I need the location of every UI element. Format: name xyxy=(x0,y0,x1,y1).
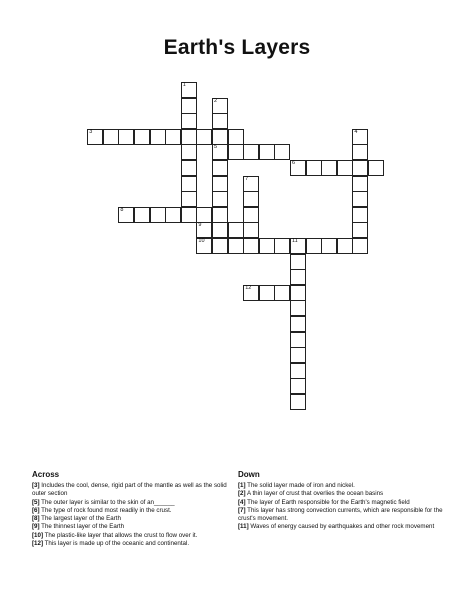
across-clues-section xyxy=(32,470,237,548)
grid-cell[interactable] xyxy=(103,129,119,145)
down-heading: Down xyxy=(238,470,260,479)
grid-cell[interactable] xyxy=(196,238,212,254)
clue-label-number: [5] xyxy=(32,498,40,506)
grid-cell[interactable] xyxy=(321,238,337,254)
clue-number: 4 xyxy=(354,128,358,135)
clue-number: 5 xyxy=(214,144,218,151)
across-heading: Across xyxy=(32,470,60,479)
grid-cell[interactable] xyxy=(212,144,228,160)
across-clue xyxy=(32,540,237,548)
grid-cell[interactable] xyxy=(290,160,306,176)
clue-number: 8 xyxy=(120,206,124,213)
grid-cell[interactable] xyxy=(196,129,212,145)
grid-cell[interactable] xyxy=(150,129,166,145)
grid-cell[interactable] xyxy=(352,222,368,238)
grid-cell[interactable] xyxy=(196,222,212,238)
grid-cell[interactable] xyxy=(306,238,322,254)
down-clue xyxy=(238,482,448,490)
grid-cell[interactable] xyxy=(243,176,259,192)
across-clue xyxy=(32,482,237,499)
clue-text: A thin layer of crust that overlies the ocean basins xyxy=(245,490,384,498)
grid-cell[interactable] xyxy=(290,332,306,348)
clue-number: 6 xyxy=(292,160,296,166)
down-clues-section xyxy=(238,470,448,532)
clue-number: 2 xyxy=(214,97,218,104)
grid-cell[interactable] xyxy=(290,285,306,301)
grid-cell[interactable] xyxy=(290,238,306,254)
clue-label-number: [2] xyxy=(238,490,246,498)
clue-text: Includes the cool, dense, rigid part of the mantle as well as the solid outer section xyxy=(32,482,227,498)
grid-cell[interactable] xyxy=(134,207,150,223)
clue-text: This layer is made up of the oceanic and continental. xyxy=(43,540,190,548)
grid-cell[interactable] xyxy=(259,238,275,254)
clue-label-number: [4] xyxy=(238,498,246,506)
grid-cell[interactable] xyxy=(274,238,290,254)
clue-text: Waves of energy caused by earthquakes and other rock movement xyxy=(248,523,435,531)
grid-cell[interactable] xyxy=(181,129,197,145)
grid-cell[interactable] xyxy=(243,238,259,254)
grid-cell[interactable] xyxy=(181,82,197,98)
down-clue xyxy=(238,490,448,498)
grid-cell[interactable] xyxy=(290,394,306,410)
grid-cell[interactable] xyxy=(212,238,228,254)
clue-label-number: [3] xyxy=(32,482,40,489)
down-clue xyxy=(238,499,448,507)
grid-cell[interactable] xyxy=(181,160,197,176)
grid-cell[interactable] xyxy=(274,144,290,160)
clue-label-number: [12] xyxy=(32,540,44,548)
across-clue xyxy=(32,507,237,515)
clue-label-number: [8] xyxy=(32,515,40,523)
grid-cell[interactable] xyxy=(181,113,197,129)
across-clue xyxy=(32,532,237,540)
down-clue xyxy=(238,507,448,524)
clue-number: 9 xyxy=(198,222,202,229)
grid-cell[interactable] xyxy=(181,144,197,160)
grid-cell[interactable] xyxy=(290,316,306,332)
grid-cell[interactable] xyxy=(212,129,228,145)
clue-text: The layer of Earth responsible for the Earth's magnetic field xyxy=(245,498,410,506)
grid-cell[interactable] xyxy=(243,285,259,301)
grid-cell[interactable] xyxy=(228,144,244,160)
grid-cell[interactable] xyxy=(212,98,228,114)
down-clue-list xyxy=(238,482,448,532)
grid-cell[interactable] xyxy=(212,207,228,223)
down-clue xyxy=(238,523,448,531)
grid-cell[interactable] xyxy=(181,207,197,223)
clue-label-number: [7] xyxy=(238,506,246,514)
grid-cell[interactable] xyxy=(243,222,259,238)
across-clue-list xyxy=(32,482,237,548)
clue-text: The outer layer is similar to the skin of an______ xyxy=(39,498,175,506)
grid-cell[interactable] xyxy=(337,160,353,176)
grid-cell[interactable] xyxy=(352,238,368,254)
grid-cell[interactable] xyxy=(352,176,368,192)
grid-cell[interactable] xyxy=(87,129,103,145)
grid-cell[interactable] xyxy=(181,98,197,114)
grid-cell[interactable] xyxy=(165,129,181,145)
grid-cell[interactable] xyxy=(243,144,259,160)
clue-text: The plastic-like layer that allows the crust to flow over it. xyxy=(43,531,198,539)
grid-cell[interactable] xyxy=(243,191,259,207)
across-clue xyxy=(32,499,237,507)
grid-cell[interactable] xyxy=(212,113,228,129)
grid-cell[interactable] xyxy=(352,144,368,160)
grid-cell[interactable] xyxy=(118,207,134,223)
clue-number: 7 xyxy=(245,175,249,182)
grid-cell[interactable] xyxy=(118,129,134,145)
grid-cell[interactable] xyxy=(196,207,212,223)
clue-label-number: [10] xyxy=(32,531,44,539)
grid-cell[interactable] xyxy=(181,191,197,207)
grid-cell[interactable] xyxy=(150,207,166,223)
grid-cell[interactable] xyxy=(352,207,368,223)
grid-cell[interactable] xyxy=(134,129,150,145)
grid-cell[interactable] xyxy=(337,238,353,254)
clue-label-number: [11] xyxy=(238,523,249,531)
grid-cell[interactable] xyxy=(321,160,337,176)
grid-cell[interactable] xyxy=(181,176,197,192)
grid-cell[interactable] xyxy=(368,160,384,176)
clue-number: 1 xyxy=(182,82,186,88)
clue-text: The largest layer of the Earth xyxy=(39,515,121,523)
puzzle-title: Earth's Layers xyxy=(163,36,311,59)
grid-cell[interactable] xyxy=(212,222,228,238)
clue-number: 11 xyxy=(292,238,298,244)
grid-cell[interactable] xyxy=(290,378,306,394)
clue-number: 10 xyxy=(198,238,205,244)
grid-cell[interactable] xyxy=(290,363,306,379)
grid-cell[interactable] xyxy=(290,269,306,285)
grid-cell[interactable] xyxy=(165,207,181,223)
grid-cell[interactable] xyxy=(290,300,306,316)
grid-cell[interactable] xyxy=(212,160,228,176)
clue-label-number: [6] xyxy=(32,506,40,514)
grid-cell[interactable] xyxy=(212,176,228,192)
grid-cell[interactable] xyxy=(212,191,228,207)
grid-cell[interactable] xyxy=(243,207,259,223)
grid-cell[interactable] xyxy=(352,129,368,145)
clue-label-number: [1] xyxy=(238,482,246,489)
clue-text: The thinnest layer of the Earth xyxy=(39,523,125,531)
clue-text: The type of rock found most readily in the crust. xyxy=(39,506,172,514)
grid-cell[interactable] xyxy=(228,129,244,145)
grid-cell[interactable] xyxy=(259,285,275,301)
grid-cell[interactable] xyxy=(228,238,244,254)
grid-cell[interactable] xyxy=(306,160,322,176)
clue-label-number: [9] xyxy=(32,523,40,531)
grid-cell[interactable] xyxy=(259,144,275,160)
grid-cell[interactable] xyxy=(290,347,306,363)
across-clue xyxy=(32,515,237,523)
grid-cell[interactable] xyxy=(228,222,244,238)
clue-text: This layer has strong convection currents, which are responsible for the crust's movement. xyxy=(238,506,443,523)
clue-number: 12 xyxy=(245,284,252,291)
grid-cell[interactable] xyxy=(352,191,368,207)
grid-cell[interactable] xyxy=(290,254,306,270)
grid-cell[interactable] xyxy=(274,285,290,301)
grid-cell[interactable] xyxy=(352,160,368,176)
clue-number: 3 xyxy=(89,128,93,135)
clue-text: The solid layer made of iron and nickel. xyxy=(245,482,355,489)
across-clue xyxy=(32,523,237,531)
